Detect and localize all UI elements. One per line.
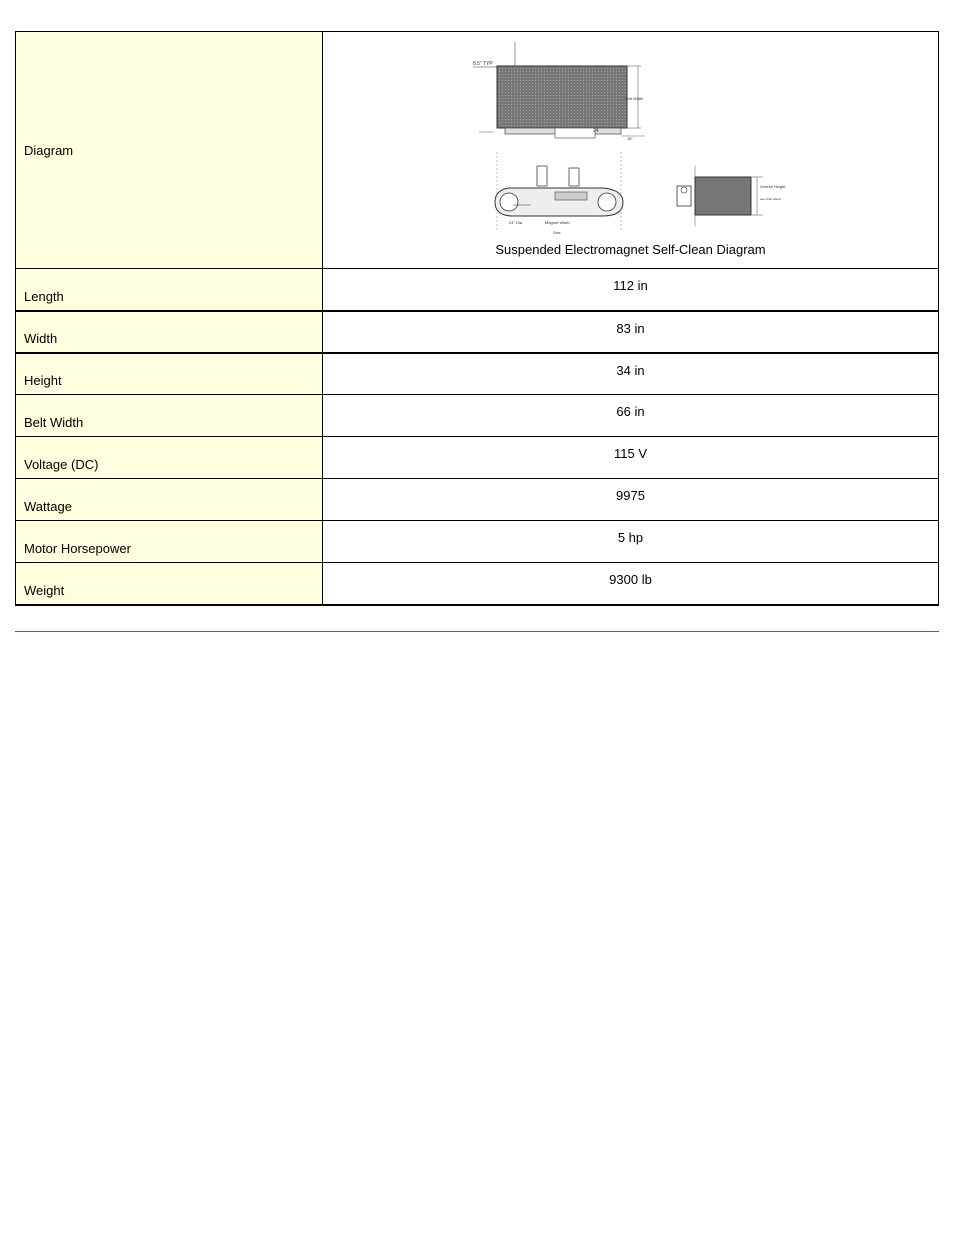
row-value: 9975 [323,479,939,521]
electromagnet-diagram [471,40,791,240]
wattage-label: Wattage [24,499,72,514]
horizontal-rule [15,631,939,632]
table-row [16,563,939,605]
see-chart-annotation: see chart above [759,197,781,201]
voltage-label: Voltage (DC) [24,457,99,472]
electromagnet-diagram-drawing [471,40,791,240]
size-annotation: Size [552,230,561,235]
row-label [16,353,323,395]
table-row [16,479,939,521]
table-row [16,521,939,563]
table-row [16,353,939,395]
table-row-diagram [16,32,939,269]
table-row [16,437,939,479]
row-value: 112 in [323,269,939,311]
spec-table [15,31,939,606]
row-label [16,521,323,563]
overall-height-annotation: Overall Height [759,184,785,189]
row-label [16,32,323,269]
height-label: Height [24,373,62,389]
row-value: 66 in [323,395,939,437]
diagram-caption: Suspended Electromagnet Self-Clean Diagram [495,242,766,257]
row-label [16,311,323,353]
motor-horsepower-label: Motor Horsepower [24,541,131,556]
row-value: 115 V [323,437,939,479]
belt-width-annotation: Belt Width [624,96,643,101]
row-label [16,437,323,479]
table-row [16,311,939,353]
length-label: Length [24,288,64,304]
table-row [16,269,939,311]
typ-annotation: 8.5" TYP [472,61,493,67]
weight-label: Weight [24,582,65,598]
width-label: Width [24,331,58,346]
row-value: 34 in [323,353,939,395]
belt-width-label: Belt Width [24,415,84,430]
row-value: 9300 lb [323,563,939,605]
small-dim-annotation: 24 [592,128,599,134]
row-label [16,395,323,437]
side-dim-annotation: 18" [626,136,633,141]
dia-annotation: 24" Dia [508,220,522,225]
table-row [16,395,939,437]
row-value: 5 hp [323,521,939,563]
magnet-width-annotation: Magnet Width [544,220,570,225]
row-label [16,269,323,311]
row-value: 83 in [323,311,939,353]
row-label [16,479,323,521]
row-label [16,563,323,605]
diagram-cell [323,32,939,269]
diagram-label: Diagram [24,142,74,158]
